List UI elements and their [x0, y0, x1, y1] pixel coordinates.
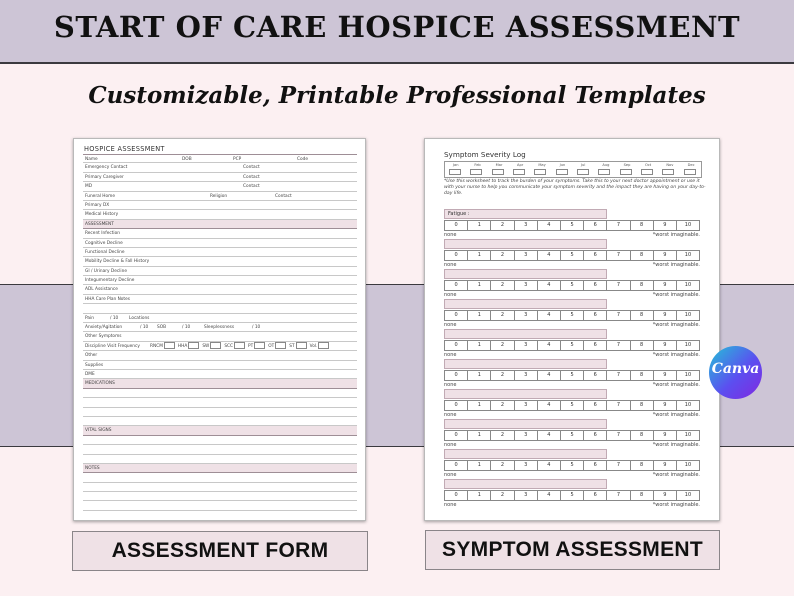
severity-option[interactable]: 4 — [537, 461, 560, 470]
form-field-label: / 10 — [182, 325, 191, 331]
severity-option[interactable]: 7 — [606, 251, 629, 260]
symptom-log-note: *Use this worksheet to track the burden of your symptoms. Take this to your next doctor appointment or use it with your nurse to help you communicate your symptom severity and the impact they are having on your day-to-day life. — [444, 179, 706, 196]
severity-option[interactable]: 3 — [514, 251, 537, 260]
severity-option[interactable]: 7 — [606, 431, 629, 440]
scale-low-label: none — [444, 382, 457, 388]
severity-option[interactable]: 4 — [537, 251, 560, 260]
month-checkbox[interactable] — [556, 169, 568, 175]
severity-option[interactable]: 7 — [606, 311, 629, 320]
month-label: Nov — [666, 163, 674, 167]
month-label: Dec — [687, 163, 695, 167]
month-label: Jan — [453, 163, 459, 167]
severity-option[interactable]: 5 — [560, 281, 583, 290]
scale-high-label: *worst imaginable. — [652, 472, 700, 478]
frequency-checkbox[interactable] — [210, 342, 221, 349]
scale-low-label: none — [444, 262, 457, 268]
form-field-label: Other — [85, 353, 98, 359]
severity-option[interactable]: 6 — [583, 281, 606, 290]
severity-scale — [444, 400, 700, 411]
form-field-label: Recent Infection — [85, 231, 120, 237]
frequency-checkbox[interactable] — [318, 342, 329, 349]
month-checkbox[interactable] — [577, 169, 589, 175]
severity-option[interactable]: 5 — [560, 341, 583, 350]
symptom-block — [444, 329, 700, 359]
severity-option[interactable]: 3 — [514, 221, 537, 230]
month-checkbox[interactable] — [598, 169, 610, 175]
frequency-option-label: OT — [268, 343, 275, 349]
form-field-label: Supplies — [85, 362, 104, 368]
form-field-label: Code — [297, 157, 309, 162]
form-row — [83, 342, 357, 351]
form-row — [83, 163, 357, 172]
severity-option[interactable]: 0 — [454, 432, 458, 438]
form-field-label: Name — [85, 157, 98, 162]
form-field-label: Contact — [243, 174, 260, 180]
severity-option[interactable]: 3 — [514, 491, 537, 500]
month-label: Sep — [623, 163, 631, 167]
form-row — [83, 192, 357, 201]
scale-high-label: *worst imaginable. — [652, 502, 700, 508]
severity-option[interactable]: 10 — [676, 491, 699, 500]
form-field-label: SOB — [157, 325, 167, 331]
scale-low-label: none — [444, 502, 457, 508]
form-row — [83, 173, 357, 182]
form-row — [83, 229, 357, 238]
month-row — [444, 161, 702, 178]
severity-option[interactable]: 8 — [630, 251, 653, 260]
frequency-option-label: SCC — [224, 343, 234, 349]
form-field-label: / 10 — [252, 325, 261, 331]
form-row — [83, 445, 357, 454]
form-row — [83, 239, 357, 248]
form-row — [83, 492, 357, 501]
frequency-checkbox[interactable] — [254, 342, 265, 349]
form-row — [83, 210, 357, 219]
severity-option[interactable]: 2 — [490, 251, 513, 260]
form-row — [83, 182, 357, 191]
severity-option[interactable]: 9 — [653, 251, 676, 260]
form-row — [83, 351, 357, 360]
assessment-form-title: HOSPICE ASSESSMENT — [84, 145, 165, 153]
symptom-block — [444, 359, 700, 389]
symptom-name-field[interactable] — [444, 269, 607, 279]
severity-option[interactable]: 5 — [560, 461, 583, 470]
severity-option[interactable]: 4 — [537, 491, 560, 500]
severity-option[interactable]: 2 — [490, 401, 513, 410]
month-label: Feb — [474, 163, 481, 167]
severity-option[interactable]: 6 — [583, 431, 606, 440]
severity-scale — [444, 340, 700, 351]
form-field-label: Medical History — [85, 212, 119, 218]
scale-high-label: *worst imaginable. — [652, 412, 700, 418]
form-field-label: Primary Caregiver — [85, 174, 124, 180]
severity-option[interactable]: 2 — [490, 431, 513, 440]
severity-option[interactable]: 9 — [653, 371, 676, 380]
symptom-name-field[interactable] — [444, 479, 607, 489]
severity-option[interactable]: 7 — [606, 401, 629, 410]
severity-option[interactable]: 5 — [560, 371, 583, 380]
form-section-header — [83, 464, 357, 473]
form-row — [83, 417, 357, 426]
severity-option[interactable]: 0 — [454, 342, 458, 348]
form-row — [83, 501, 357, 510]
form-row — [83, 154, 357, 163]
severity-option[interactable]: 8 — [630, 311, 653, 320]
symptom-assessment-label: SYMPTOM ASSESSMENT — [425, 530, 720, 570]
severity-option[interactable]: 1 — [467, 281, 490, 290]
severity-option[interactable]: 0 — [454, 492, 458, 498]
assessment-form-preview — [73, 138, 366, 521]
scale-low-label: none — [444, 472, 457, 478]
form-row — [83, 483, 357, 492]
form-field-label: Functional Decline — [85, 249, 125, 255]
form-row — [83, 304, 357, 313]
symptom-name-field[interactable] — [444, 359, 607, 369]
form-row — [83, 314, 357, 323]
severity-option[interactable]: 6 — [583, 371, 606, 380]
severity-option[interactable]: 10 — [676, 461, 699, 470]
severity-scale — [444, 220, 700, 231]
severity-option[interactable]: 9 — [653, 401, 676, 410]
form-field-label: Primary DX — [85, 202, 110, 208]
severity-option[interactable]: 6 — [583, 341, 606, 350]
form-row — [83, 370, 357, 379]
scale-high-label: *worst imaginable. — [652, 382, 700, 388]
severity-option[interactable]: 4 — [537, 341, 560, 350]
symptom-name-field[interactable] — [444, 389, 607, 399]
month-label: Oct — [645, 163, 652, 167]
scale-low-label: none — [444, 322, 457, 328]
severity-option[interactable]: 2 — [490, 281, 513, 290]
form-field-label: Emergency Contact — [85, 165, 128, 171]
symptom-name-field[interactable] — [444, 329, 607, 339]
form-section-header — [83, 426, 357, 435]
severity-option[interactable]: 9 — [653, 341, 676, 350]
form-field-label: Contact — [243, 165, 260, 171]
symptom-name-field[interactable] — [444, 299, 607, 309]
form-row — [83, 257, 357, 266]
severity-option[interactable]: 3 — [514, 401, 537, 410]
severity-option[interactable]: 10 — [676, 371, 699, 380]
severity-option[interactable]: 6 — [583, 311, 606, 320]
month-checkbox[interactable] — [620, 169, 632, 175]
severity-option[interactable]: 10 — [676, 311, 699, 320]
form-row — [83, 361, 357, 370]
symptom-name-field[interactable] — [444, 419, 607, 429]
frequency-checkbox[interactable] — [234, 342, 245, 349]
severity-option[interactable]: 1 — [467, 341, 490, 350]
severity-option[interactable]: 4 — [537, 371, 560, 380]
form-section-label: NOTES — [85, 465, 100, 471]
form-field-label: Other Symptoms — [85, 334, 122, 340]
severity-option[interactable]: 7 — [606, 371, 629, 380]
severity-option[interactable]: 0 — [454, 252, 458, 258]
severity-scale — [444, 430, 700, 441]
symptom-name-field[interactable]: Fatigue : — [444, 209, 607, 219]
symptom-log-preview — [424, 138, 720, 521]
form-section-label: VITAL SIGNS — [85, 428, 112, 434]
severity-option[interactable]: 5 — [560, 431, 583, 440]
severity-scale — [444, 370, 700, 381]
severity-option[interactable]: 8 — [630, 341, 653, 350]
severity-option[interactable]: 4 — [537, 281, 560, 290]
severity-option[interactable]: 0 — [454, 462, 458, 468]
severity-option[interactable]: 5 — [560, 221, 583, 230]
form-row — [83, 408, 357, 417]
severity-option[interactable]: 8 — [630, 281, 653, 290]
severity-option[interactable]: 2 — [490, 461, 513, 470]
severity-option[interactable]: 8 — [630, 221, 653, 230]
severity-scale — [444, 310, 700, 321]
severity-option[interactable]: 1 — [467, 431, 490, 440]
severity-option[interactable]: 6 — [583, 401, 606, 410]
form-field-label: ADL Assistance — [85, 287, 118, 293]
form-row — [83, 248, 357, 257]
severity-option[interactable]: 10 — [676, 431, 699, 440]
form-field-label: Contact — [243, 184, 260, 190]
form-field-label: DME — [85, 371, 95, 377]
severity-option[interactable]: 8 — [630, 491, 653, 500]
severity-scale — [444, 490, 700, 501]
symptom-block — [444, 299, 700, 329]
severity-option[interactable]: 2 — [490, 371, 513, 380]
form-field-label: Mobility Decline & Fall History — [85, 259, 150, 265]
form-row — [83, 473, 357, 482]
symptom-block — [444, 389, 700, 419]
form-field-label: Anxiety/Agitation — [85, 325, 123, 331]
severity-option[interactable]: 6 — [583, 461, 606, 470]
symptom-log-title: Symptom Severity Log — [444, 150, 526, 159]
severity-option[interactable]: 4 — [537, 221, 560, 230]
form-field-label: Locations — [129, 315, 150, 321]
severity-option[interactable]: 7 — [606, 221, 629, 230]
form-row — [83, 267, 357, 276]
severity-option[interactable]: 9 — [653, 221, 676, 230]
frequency-checkbox[interactable] — [296, 342, 307, 349]
month-label: Jul — [581, 163, 586, 167]
form-row — [83, 295, 357, 304]
severity-option[interactable]: 2 — [490, 491, 513, 500]
severity-option[interactable]: 5 — [560, 311, 583, 320]
form-row — [83, 201, 357, 210]
month-label: Aug — [602, 163, 610, 167]
severity-option[interactable]: 0 — [454, 402, 458, 408]
scale-low-label: none — [444, 232, 457, 238]
form-row — [83, 332, 357, 341]
assessment-form-label: ASSESSMENT FORM — [72, 531, 368, 571]
severity-option[interactable]: 8 — [630, 431, 653, 440]
scale-low-label: none — [444, 292, 457, 298]
severity-option[interactable]: 9 — [653, 461, 676, 470]
scale-high-label: *worst imaginable. — [652, 232, 700, 238]
form-section-header — [83, 379, 357, 388]
severity-option[interactable]: 1 — [467, 311, 490, 320]
month-checkbox[interactable] — [470, 169, 482, 175]
scale-high-label: *worst imaginable. — [652, 262, 700, 268]
form-field-label: / 10 — [110, 315, 119, 321]
symptom-block — [444, 209, 700, 239]
form-field-label: MD — [85, 184, 93, 190]
severity-option[interactable]: 3 — [514, 431, 537, 440]
frequency-checkbox[interactable] — [188, 342, 199, 349]
form-field-label: DOB — [182, 157, 192, 162]
frequency-option-label: HHA — [177, 343, 188, 349]
frequency-option-label: PT — [248, 343, 254, 349]
severity-option[interactable]: 10 — [676, 221, 699, 230]
month-checkbox[interactable] — [534, 169, 546, 175]
severity-option[interactable]: 1 — [467, 371, 490, 380]
severity-option[interactable]: 2 — [490, 311, 513, 320]
severity-option[interactable]: 4 — [537, 431, 560, 440]
severity-option[interactable]: 0 — [454, 282, 458, 288]
severity-option[interactable]: 3 — [514, 371, 537, 380]
severity-option[interactable]: 1 — [467, 221, 490, 230]
scale-high-label: *worst imaginable. — [652, 322, 700, 328]
severity-option[interactable]: 3 — [514, 461, 537, 470]
severity-option[interactable]: 1 — [467, 251, 490, 260]
month-checkbox[interactable] — [662, 169, 674, 175]
symptom-block — [444, 239, 700, 269]
severity-option[interactable]: 10 — [676, 401, 699, 410]
severity-option[interactable]: 1 — [467, 461, 490, 470]
month-checkbox[interactable] — [641, 169, 653, 175]
canva-logo-badge — [709, 346, 762, 399]
form-section-label: MEDICATIONS — [85, 381, 115, 387]
frequency-checkbox[interactable] — [275, 342, 286, 349]
form-row — [83, 285, 357, 294]
severity-option[interactable]: 5 — [560, 491, 583, 500]
severity-option[interactable]: 10 — [676, 341, 699, 350]
severity-option[interactable]: 6 — [583, 251, 606, 260]
form-field-label: Religion — [210, 193, 228, 199]
scale-low-label: none — [444, 412, 457, 418]
symptom-name-field[interactable] — [444, 239, 607, 249]
severity-option[interactable]: 6 — [583, 491, 606, 500]
form-field-label: Discipline Visit Frequency — [85, 343, 140, 349]
severity-option[interactable]: 7 — [606, 491, 629, 500]
frequency-option-label: ST — [289, 343, 295, 349]
month-checkbox[interactable] — [492, 169, 504, 175]
severity-option[interactable]: 3 — [514, 281, 537, 290]
severity-option[interactable]: 8 — [630, 461, 653, 470]
severity-option[interactable]: 7 — [606, 281, 629, 290]
form-row — [83, 436, 357, 445]
canva-logo-text: Canva — [711, 361, 760, 377]
form-row — [83, 389, 357, 398]
severity-option[interactable]: 2 — [490, 341, 513, 350]
severity-option[interactable]: 4 — [537, 311, 560, 320]
frequency-checkbox[interactable] — [164, 342, 175, 349]
scale-low-label: none — [444, 442, 457, 448]
form-field-label: GI / Urinary Decline — [85, 268, 127, 274]
scale-high-label: *worst imaginable. — [652, 352, 700, 358]
severity-option[interactable]: 10 — [676, 281, 699, 290]
form-row — [83, 455, 357, 464]
severity-option[interactable]: 7 — [606, 341, 629, 350]
severity-option[interactable]: 8 — [630, 401, 653, 410]
symptom-block — [444, 419, 700, 449]
page-title: START OF CARE HOSPICE ASSESSMENT — [53, 10, 741, 44]
severity-option[interactable]: 0 — [454, 222, 458, 228]
severity-option[interactable]: 7 — [606, 461, 629, 470]
severity-option[interactable]: 5 — [560, 251, 583, 260]
month-label: Apr — [517, 163, 524, 167]
form-section-label: ASSESSMENT — [85, 221, 114, 227]
severity-scale — [444, 250, 700, 261]
severity-option[interactable]: 9 — [653, 491, 676, 500]
month-label: Mar — [495, 163, 503, 167]
month-checkbox[interactable] — [513, 169, 525, 175]
severity-option[interactable]: 3 — [514, 311, 537, 320]
frequency-option-label: Vol. — [309, 343, 318, 349]
scale-high-label: *worst imaginable. — [652, 292, 700, 298]
severity-option[interactable]: 1 — [467, 401, 490, 410]
frequency-option-label: SW — [202, 343, 210, 349]
severity-option[interactable]: 9 — [653, 311, 676, 320]
form-field-label: Sleeplessness — [204, 325, 235, 331]
severity-option[interactable]: 9 — [653, 281, 676, 290]
form-row — [83, 323, 357, 332]
form-field-label: Pain — [85, 315, 94, 321]
severity-scale — [444, 280, 700, 291]
severity-option[interactable]: 1 — [467, 491, 490, 500]
month-checkbox[interactable] — [449, 169, 461, 175]
scale-high-label: *worst imaginable. — [652, 442, 700, 448]
frequency-options — [150, 342, 332, 351]
symptom-block — [444, 269, 700, 299]
month-label: May — [538, 163, 546, 167]
month-label: Jun — [559, 163, 566, 167]
scale-low-label: none — [444, 352, 457, 358]
month-checkbox[interactable] — [684, 169, 696, 175]
severity-option[interactable]: 0 — [454, 312, 458, 318]
form-field-label: Funeral Home — [85, 193, 115, 199]
form-field-label: Contact — [275, 193, 292, 199]
form-field-label: HHA Care Plan Notes — [85, 296, 130, 302]
severity-option[interactable]: 2 — [490, 221, 513, 230]
page-subtitle: Customizable, Printable Professional Templates — [88, 82, 706, 109]
severity-option[interactable]: 8 — [630, 371, 653, 380]
symptom-name-field[interactable] — [444, 449, 607, 459]
form-field-label: PCP — [233, 157, 242, 162]
form-field-label: Cognitive Decline — [85, 240, 123, 246]
severity-option[interactable]: 9 — [653, 431, 676, 440]
form-section-header — [83, 220, 357, 229]
severity-option[interactable]: 0 — [454, 372, 458, 378]
severity-scale — [444, 460, 700, 471]
severity-option[interactable]: 4 — [537, 401, 560, 410]
form-row — [83, 398, 357, 407]
form-row — [83, 276, 357, 285]
symptom-block — [444, 479, 700, 509]
assessment-form-grid — [83, 154, 357, 511]
severity-option[interactable]: 5 — [560, 401, 583, 410]
severity-option[interactable]: 10 — [676, 251, 699, 260]
symptom-block — [444, 449, 700, 479]
severity-option[interactable]: 6 — [583, 221, 606, 230]
form-field-label: Integumentary Decline — [85, 278, 135, 284]
severity-option[interactable]: 3 — [514, 341, 537, 350]
form-field-label: / 10 — [140, 325, 149, 331]
frequency-option-label: RNCM — [150, 343, 163, 349]
